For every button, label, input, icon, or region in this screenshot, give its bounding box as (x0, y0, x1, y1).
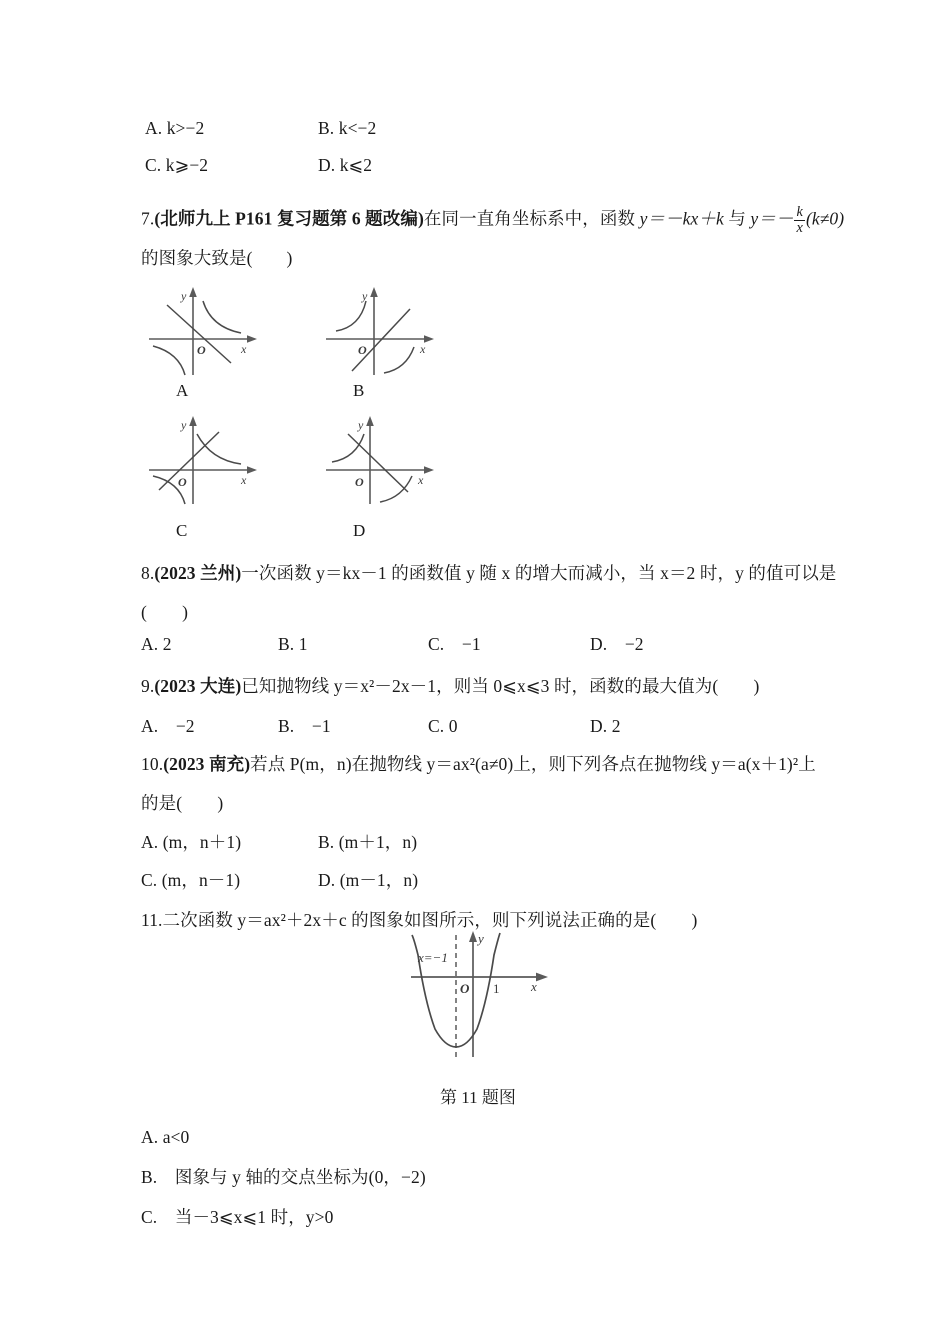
q10-number: 10. (141, 754, 164, 774)
q7-function-1: y＝－kx＋k (639, 208, 724, 229)
q9-option-b-text: B. −1 (278, 716, 331, 736)
q8-option-b-text: B. 1 (278, 634, 308, 654)
q7-figure-c (145, 410, 265, 506)
q10-option-a-text: A. (m，n＋1) (141, 832, 242, 852)
fraction-numerator: k (796, 204, 803, 220)
q8-answer-blank: ( ) (141, 602, 189, 622)
q8-option-a-text: A. 2 (141, 634, 172, 654)
q11-option-b (141, 1167, 426, 1188)
q7-figure-b (322, 283, 442, 379)
q8-stem-text: 一次函数 y＝kx－1 的函数值 y 随 x 的增大而减小，当 x＝2 时，y 的值可以是 (241, 563, 837, 583)
q11-symmetry-label: x=−1 (418, 950, 448, 965)
q7-fraction-k-over-x (794, 205, 804, 236)
q7-figb-y-label: y (362, 289, 368, 303)
q11-number: 11. (141, 910, 163, 930)
q9-option-a (141, 716, 195, 737)
q7-conjunction: 与 (723, 208, 751, 229)
q8-option-a (141, 634, 172, 655)
q10-option-d-text: D. (m－1，n) (318, 870, 419, 890)
q8-number: 8. (141, 563, 155, 583)
q7-figd-x-label: x (418, 473, 424, 487)
q7-figure-d (322, 410, 442, 506)
q11-x-axis-label: x (531, 979, 537, 994)
q7-stem-text: 在同一直角坐标系中，函数 (423, 208, 640, 229)
q7-figc-origin-label: O (178, 475, 187, 489)
q6-option-c-text: C. k⩾−2 (145, 155, 209, 175)
q7-figure-label-d: D (353, 521, 366, 540)
q9-option-d-text: D. 2 (590, 716, 621, 736)
fraction-denominator: x (796, 220, 803, 237)
q11-parabola-figure (405, 925, 575, 1075)
q7-figc-x-label: x (241, 473, 247, 487)
q7-figa-x-label: x (241, 342, 247, 356)
q6-option-b (318, 118, 376, 139)
q7-source: (北师九上 P161 复习题第 6 题改编) (154, 208, 424, 229)
q9-source: (2023 大连) (154, 676, 242, 696)
q9-option-b (278, 716, 331, 737)
q6-option-c (145, 155, 208, 176)
q7-figure-label-a: A (176, 381, 189, 400)
q10-source: (2023 南充) (163, 754, 251, 774)
q10-stem-line2 (141, 793, 223, 814)
q7-number: 7. (141, 208, 155, 229)
q6-option-b-text: B. k<−2 (318, 118, 377, 138)
q10-stem-line1 (141, 754, 816, 775)
q7-figd-y-label: y (358, 418, 364, 432)
q7-figb-x-label: x (420, 342, 426, 356)
q9-option-c (428, 716, 458, 737)
q9-stem (141, 676, 759, 697)
q7-figure-label-c: C (176, 521, 188, 540)
q7-figa-origin-label: O (197, 343, 206, 357)
q7-figb-origin-label: O (358, 343, 367, 357)
q8-source: (2023 兰州) (154, 563, 242, 583)
q8-stem-line1 (141, 563, 836, 584)
q7-stem-line1 (141, 205, 844, 236)
q8-option-d-text: D. −2 (590, 634, 644, 654)
q7-figure-a (145, 283, 265, 379)
q10-option-b (318, 832, 417, 853)
q9-option-d (590, 716, 621, 737)
q6-option-d-text: D. k⩽2 (318, 155, 373, 175)
q11-tick-label-one: 1 (493, 981, 500, 996)
q10-option-d (318, 870, 418, 891)
q7-figa-y-label: y (181, 289, 187, 303)
q10-option-c (141, 870, 240, 891)
q11-option-c (141, 1207, 333, 1228)
q9-option-a-text: A. −2 (141, 716, 195, 736)
q7-function-2-lead: y＝－ (750, 208, 794, 229)
q7-stem-line2 (141, 248, 292, 269)
q10-option-a (141, 832, 241, 853)
q9-stem-text: 已知抛物线 y＝x²－2x－1，则当 0⩽x⩽3 时，函数的最大值为( ) (241, 676, 760, 696)
q11-origin-label: O (460, 981, 470, 996)
q7-stem-text-2: 的图象大致是( (141, 248, 253, 268)
q8-option-c-text: C. −1 (428, 634, 481, 654)
q7-stem-paren-close: ) (286, 248, 293, 268)
q11-figure-caption: 第 11 题图 (440, 1088, 516, 1107)
q11-y-axis-label: y (478, 931, 484, 946)
q9-number: 9. (141, 676, 155, 696)
q8-option-b (278, 634, 308, 655)
q11-option-b-text: B. 图象与 y 轴的交点坐标为(0，−2) (141, 1167, 426, 1187)
q10-option-b-text: B. (m＋1，n) (318, 832, 418, 852)
q9-option-c-text: C. 0 (428, 716, 458, 736)
q7-function-2-tail: (k≠0) (805, 208, 845, 229)
q6-option-d (318, 155, 372, 176)
q6-option-a-text: A. k>−2 (145, 118, 205, 138)
q7-figure-label-b: B (353, 381, 365, 400)
q11-stem-text: 二次函数 y＝ax²＋2x＋c 的图象如图所示，则下列说法正确的是( ) (162, 910, 698, 930)
q8-option-d (590, 634, 644, 655)
q7-figc-y-label: y (181, 418, 187, 432)
q8-option-c (428, 634, 481, 655)
q11-option-a (141, 1127, 189, 1148)
q10-option-c-text: C. (m，n－1) (141, 870, 241, 890)
q6-option-a (145, 118, 204, 139)
q7-figd-origin-label: O (355, 475, 364, 489)
q10-stem-text: 若点 P(m，n)在抛物线 y＝ax²(a≠0)上，则下列各点在抛物线 y＝a(x＋1)²上 (250, 754, 816, 774)
q11-option-a-text: A. a<0 (141, 1127, 190, 1147)
q8-stem-line2 (141, 602, 188, 623)
q10-answer-blank: 的是( ) (141, 793, 224, 813)
q11-option-c-text: C. 当－3⩽x⩽1 时，y>0 (141, 1207, 334, 1227)
